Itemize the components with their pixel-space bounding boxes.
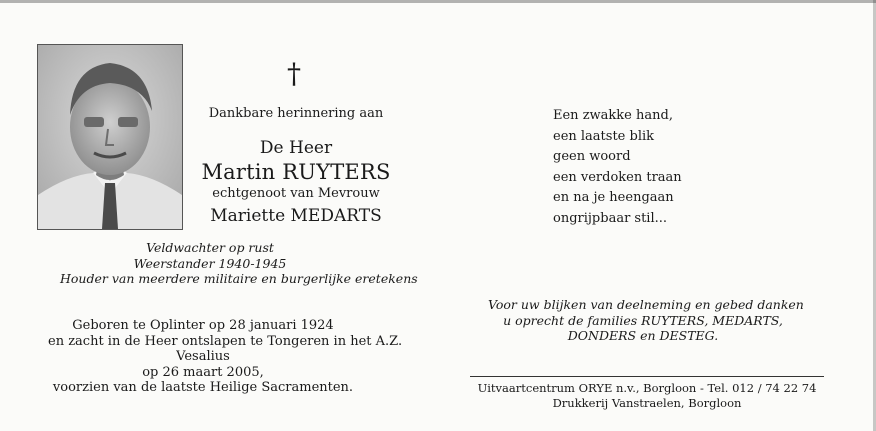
divider-line <box>470 376 824 377</box>
roles-block <box>60 240 418 287</box>
deceased-name: Martin RUYTERS <box>201 160 391 184</box>
role-line: Weerstander 1940-1945 <box>133 255 287 271</box>
life-line: Geboren te Oplinter op 28 januari 1924 <box>72 318 334 333</box>
life-dates-block <box>48 318 403 396</box>
thanks-line: DONDERS en DESTEG. <box>567 328 719 343</box>
scan-edge-top <box>0 0 876 3</box>
life-line: en zacht in de Heer ontslapen te Tongeren in het A.Z. <box>48 333 403 349</box>
spouse-name: Mariette MEDARTS <box>210 206 382 226</box>
printer-line: Drukkerij Vanstraelen, Borgloon <box>552 396 742 410</box>
role-line: Veldwachter op rust <box>146 240 274 255</box>
funeral-home-line: Uitvaartcentrum ORYE n.v., Borgloon - Tel. 012 / 74 22 74 <box>477 381 817 395</box>
imprint-block <box>470 381 824 411</box>
spouse-label: echtgenoot van Mevrouw <box>212 186 380 201</box>
thanks-line: u oprecht de families RUYTERS, MEDARTS, <box>503 312 783 328</box>
poem-line: een laatste blik <box>553 128 655 144</box>
poem-line: Een zwakke hand, <box>553 108 673 123</box>
life-line: voorzien van de laatste Heilige Sacramenten. <box>52 380 354 395</box>
poem-line: en na je heengaan <box>553 190 674 205</box>
poem-block <box>553 106 682 229</box>
portrait-photo <box>37 44 183 230</box>
life-line: Vesalius <box>176 349 230 364</box>
remembrance-heading: Dankbare herinnering aan <box>208 106 384 121</box>
salutation: De Heer <box>259 138 333 158</box>
thanks-block <box>488 297 804 344</box>
poem-line: geen woord <box>553 149 631 164</box>
cross-icon: † <box>287 57 301 90</box>
role-line: Houder van meerdere militaire en burgerlijke eretekens <box>60 271 418 286</box>
thanks-line: Voor uw blijken van deelneming en gebed danken <box>488 297 804 312</box>
poem-line: een verdoken traan <box>553 169 682 185</box>
life-line: op 26 maart 2005, <box>142 364 264 380</box>
poem-line: ongrijpbaar stil... <box>553 210 668 226</box>
